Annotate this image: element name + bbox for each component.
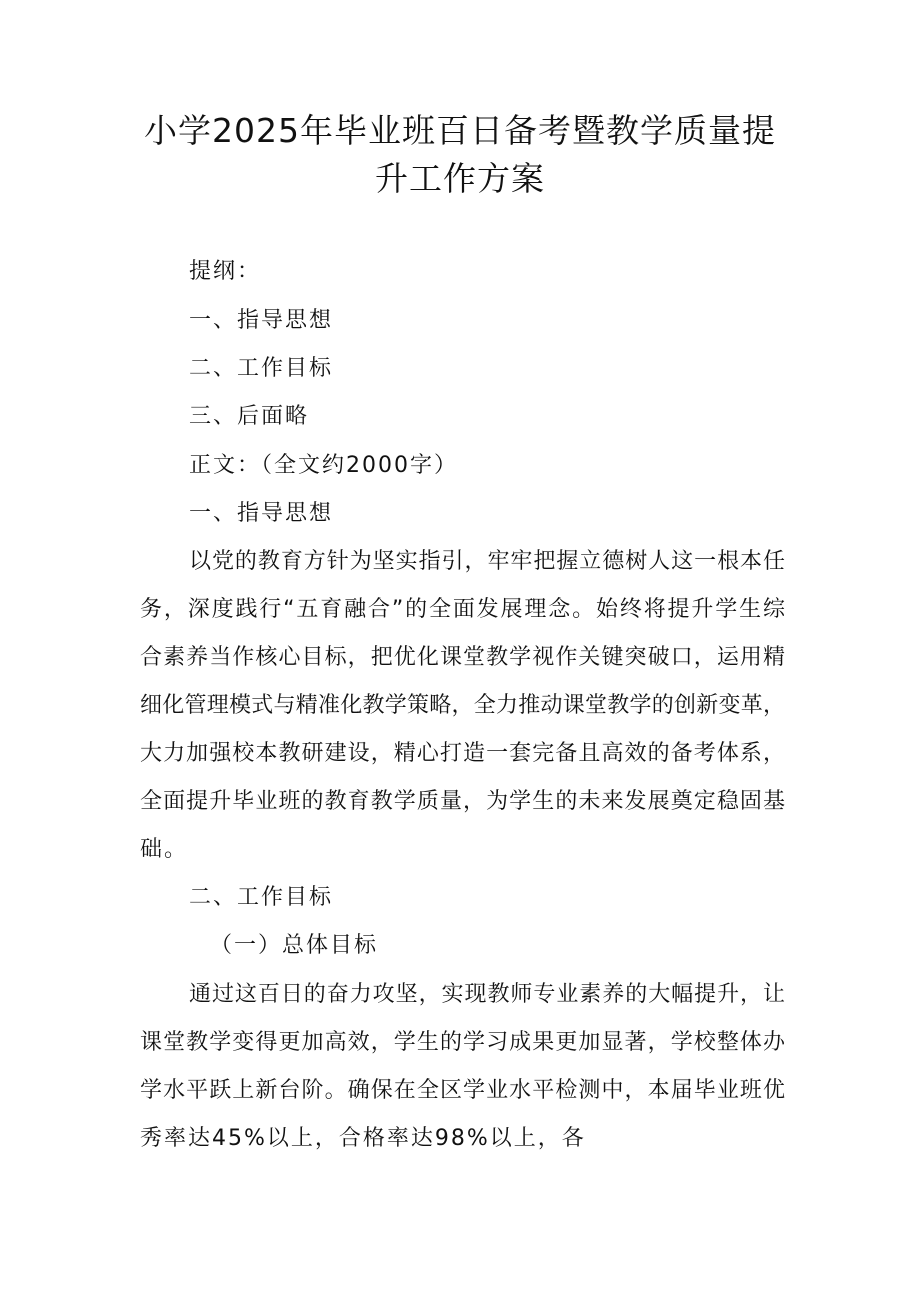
paragraph-line: 础。	[140, 837, 189, 862]
paragraph-line: 细化管理模式与精准化教学策略，全力推动课堂教学的创新变革，	[140, 693, 785, 718]
paragraph-line: 务，深度践行“五育融合”的全面发展理念。始终将提升学生综	[140, 597, 785, 622]
outline-item: 二、工作目标	[189, 356, 334, 381]
paragraph-line: 通过这百日的奋力攻坚，实现教师专业素养的大幅提升，让	[189, 982, 785, 1007]
paragraph-line: 秀率达45%以上，合格率达98%以上，各	[140, 1126, 586, 1151]
paragraph-line: 以党的教育方针为坚实指引，牢牢把握立德树人这一根本任	[189, 549, 785, 574]
body-label: 正文：（全文约2000字）	[189, 453, 458, 478]
paragraph-line: 课堂教学变得更加高效，学生的学习成果更加显著，学校整体办	[140, 1030, 785, 1055]
outline-label: 提纲：	[189, 259, 262, 284]
paragraph-line: 全面提升毕业班的教育教学质量，为学生的未来发展奠定稳固基	[140, 789, 785, 814]
subsection-heading: （一）总体目标	[210, 933, 379, 958]
paragraph-line: 学水平跃上新台阶。确保在全区学业水平检测中，本届毕业班优	[140, 1078, 785, 1103]
outline-item: 一、指导思想	[189, 308, 334, 333]
paragraph-line: 大力加强校本教研建设，精心打造一套完备且高效的备考体系，	[140, 741, 785, 766]
outline-item: 三、后面略	[189, 404, 310, 429]
paragraph-line: 合素养当作核心目标，把优化课堂教学视作关键突破口，运用精	[140, 645, 785, 670]
section-heading: 二、工作目标	[189, 885, 334, 910]
document-title-line-2: 升工作方案	[375, 159, 545, 198]
section-heading: 一、指导思想	[189, 501, 334, 526]
document-title-line-1: 小学2025年毕业班百日备考暨教学质量提	[144, 111, 776, 150]
